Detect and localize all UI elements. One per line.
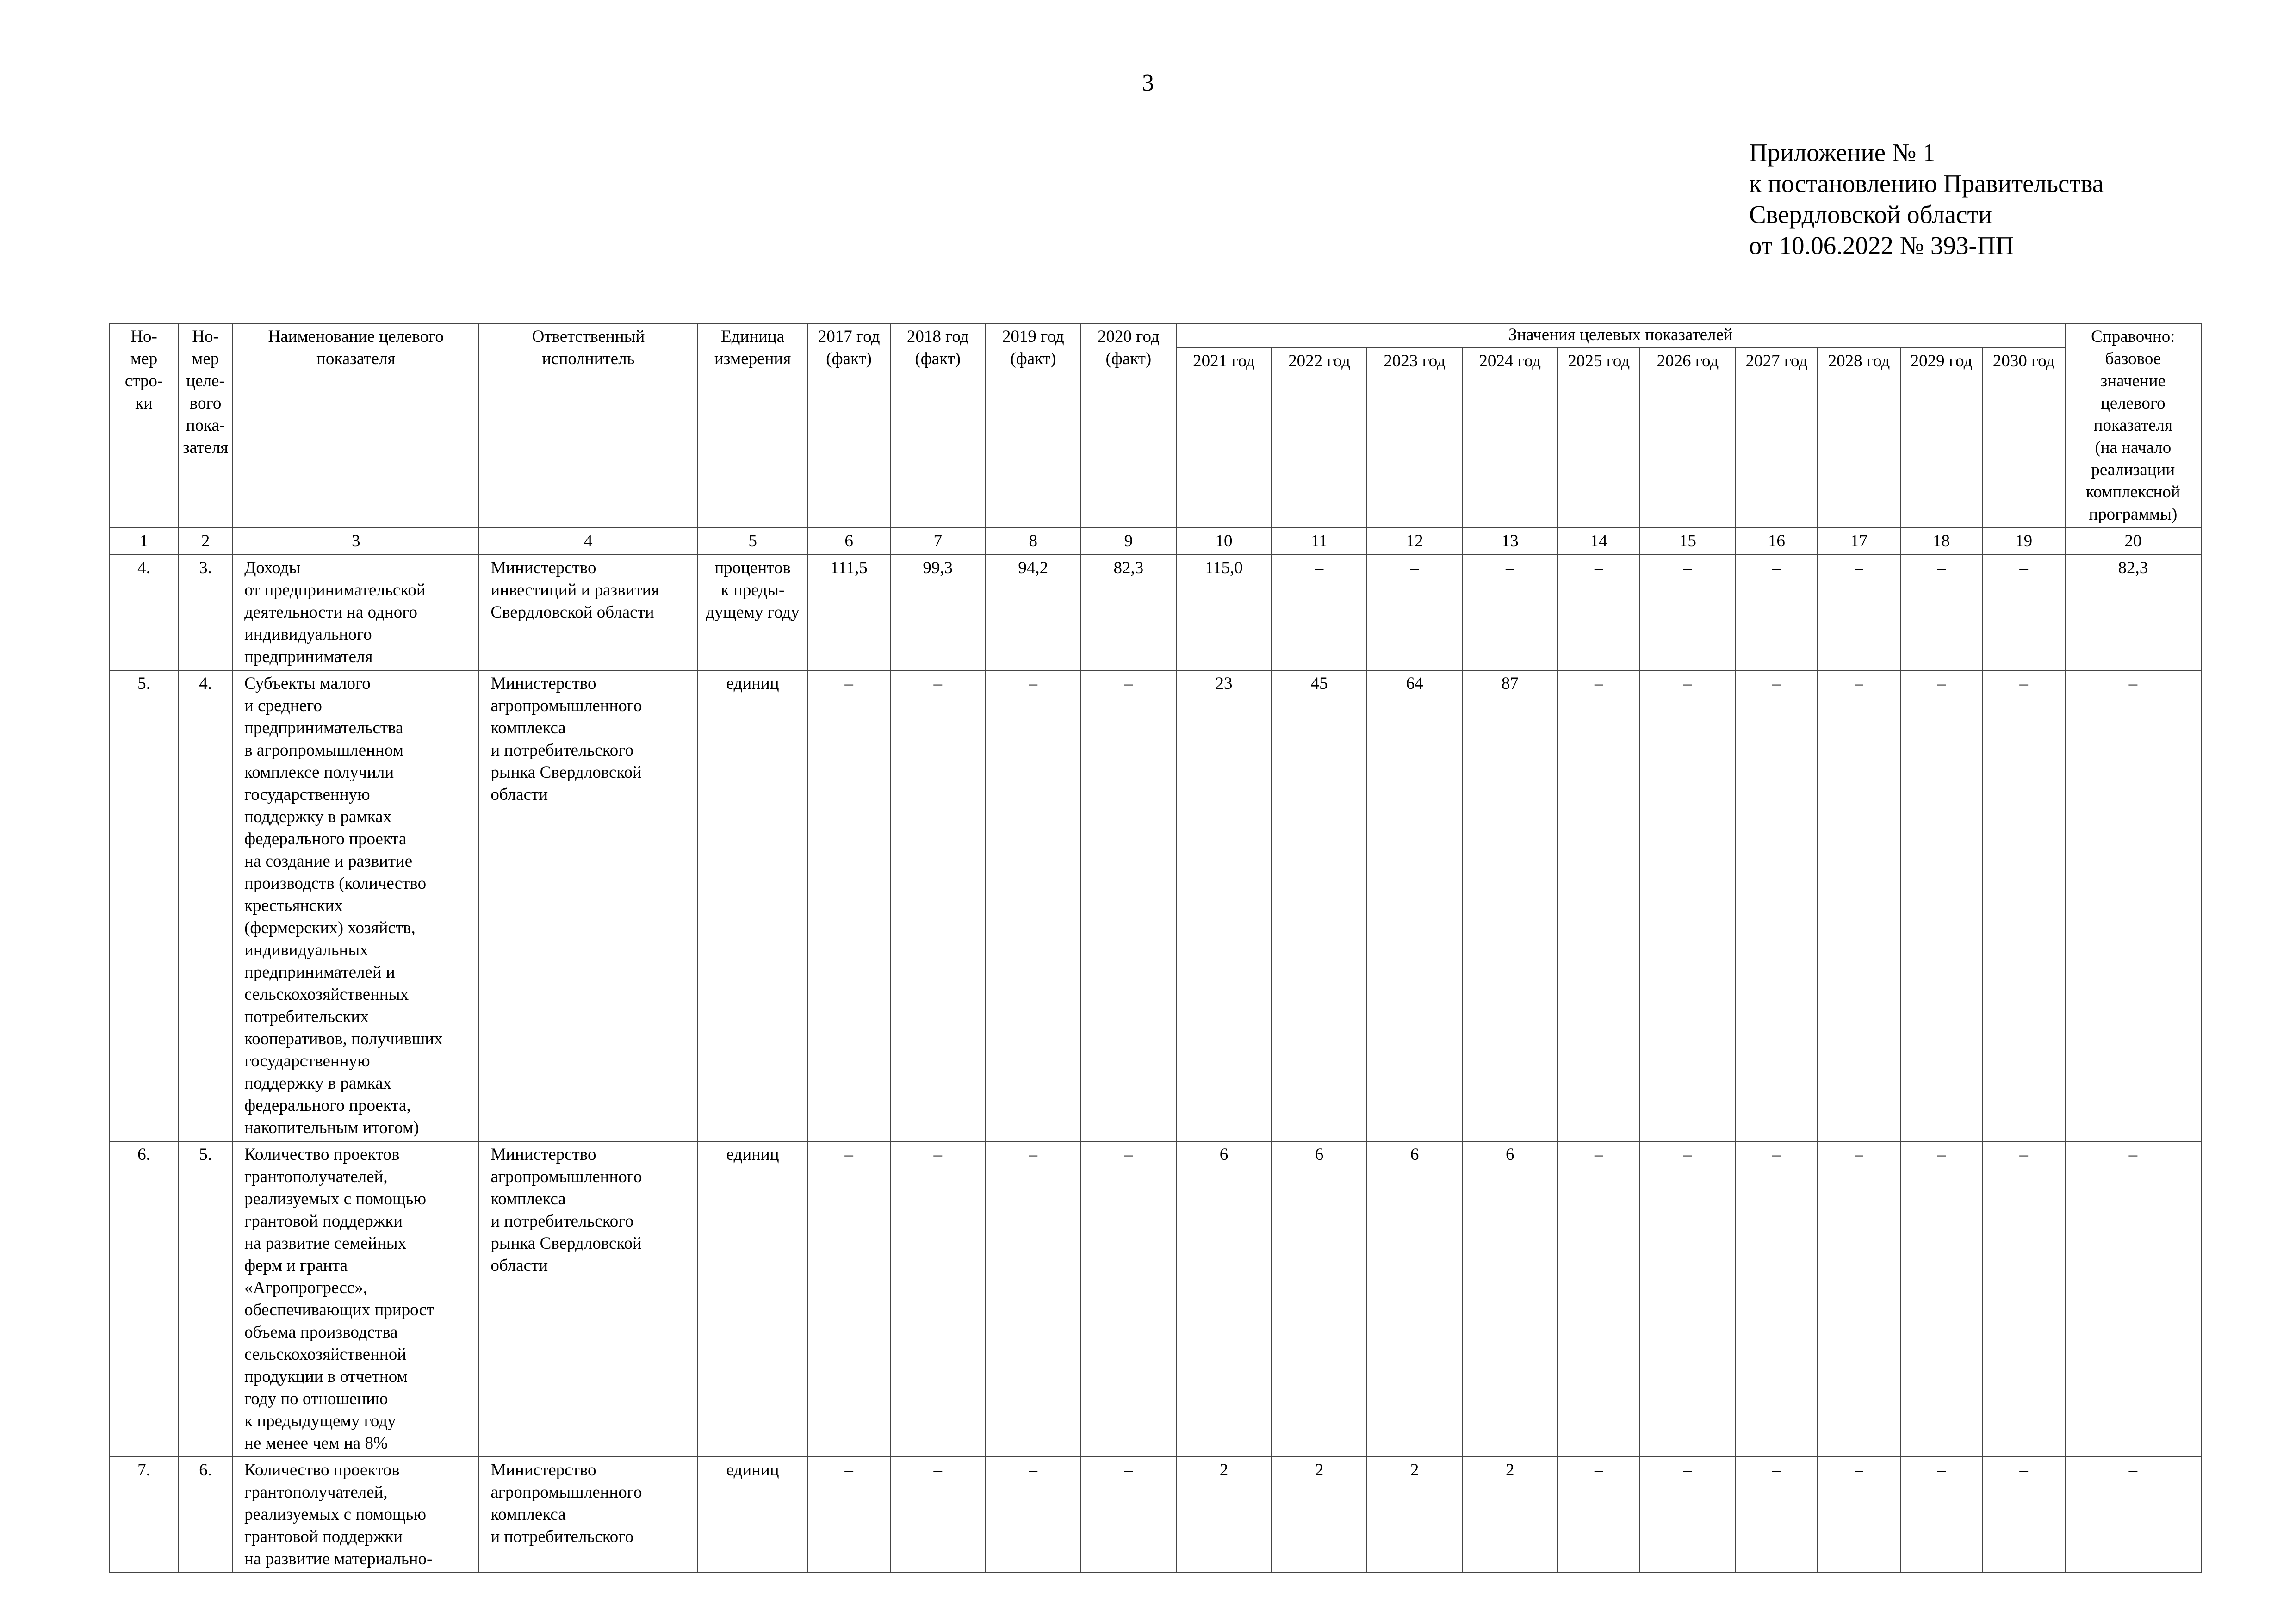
appendix-line: Свердловской области: [1749, 200, 1992, 229]
indicator-number: 5.: [178, 1141, 233, 1457]
table-row: [110, 555, 2201, 670]
target-2025: –: [1558, 1457, 1640, 1573]
target-2021: 23: [1176, 670, 1272, 1141]
unit: единиц: [698, 1457, 808, 1573]
target-2030: –: [1983, 1457, 2065, 1573]
column-number: 6: [808, 528, 890, 555]
fact-2017: –: [808, 670, 890, 1141]
reference-value: –: [2065, 1141, 2201, 1457]
appendix-line: от 10.06.2022 № 393-ПП: [1749, 231, 2014, 260]
indicator-name: Количество проектов грантополучателей, реализуемых с помощью грантовой поддержки на развитие материально-: [233, 1457, 479, 1573]
target-2025: –: [1558, 1141, 1640, 1457]
fact-2017: –: [808, 1141, 890, 1457]
header-year: 2029 год: [1900, 348, 1983, 528]
target-2022: 45: [1272, 670, 1367, 1141]
header-row: [110, 323, 2201, 348]
target-2024: 87: [1462, 670, 1558, 1141]
page-number: 3: [1142, 70, 1154, 96]
fact-2018: 99,3: [890, 555, 986, 670]
target-2030: –: [1983, 555, 2065, 670]
unit: единиц: [698, 1141, 808, 1457]
target-2026: –: [1640, 1141, 1735, 1457]
fact-2017: 111,5: [808, 555, 890, 670]
target-2030: –: [1983, 1141, 2065, 1457]
fact-2017: –: [808, 1457, 890, 1573]
unit: процентов к преды- дущему году: [698, 555, 808, 670]
column-number: 10: [1176, 528, 1272, 555]
fact-2018: –: [890, 1141, 986, 1457]
target-2028: –: [1818, 555, 1900, 670]
target-2021: 6: [1176, 1141, 1272, 1457]
target-2025: –: [1558, 670, 1640, 1141]
unit: единиц: [698, 670, 808, 1141]
indicator-name: Субъекты малого и среднего предпринимательства в агропромышленном комплексе получили государственную поддержку в рамках федерального проекта на создание и развитие производств (количество крестьянских (фермерских) хозяйств, индивидуальных предпринимателей и сельскохозяйственных потребительских кооперативов, получивших государственную поддержку в рамках федерального проекта, накопительным итогом): [233, 670, 479, 1141]
column-number: 1: [110, 528, 178, 555]
header-2017: 2017 год (факт): [808, 323, 890, 528]
reference-value: –: [2065, 1457, 2201, 1573]
header-indicator-number: Но- мер целе- вого пока- зателя: [178, 323, 233, 528]
executor: Министерство агропромышленного комплекса и потребительского рынка Свердловской области: [479, 670, 697, 1141]
target-2026: –: [1640, 555, 1735, 670]
row-number: 6.: [110, 1141, 178, 1457]
target-2030: –: [1983, 670, 2065, 1141]
fact-2020: –: [1081, 670, 1176, 1141]
column-number: 8: [986, 528, 1081, 555]
column-number: 4: [479, 528, 697, 555]
target-2021: 2: [1176, 1457, 1272, 1573]
column-number: 3: [233, 528, 479, 555]
fact-2019: –: [986, 670, 1081, 1141]
column-number: 2: [178, 528, 233, 555]
target-2029: –: [1900, 555, 1983, 670]
target-2022: –: [1272, 555, 1367, 670]
header-year: 2028 год: [1818, 348, 1900, 528]
target-2029: –: [1900, 670, 1983, 1141]
target-2027: –: [1735, 1141, 1818, 1457]
target-2029: –: [1900, 1457, 1983, 1573]
header-year: 2024 год: [1462, 348, 1558, 528]
row-number: 5.: [110, 670, 178, 1141]
target-2022: 2: [1272, 1457, 1367, 1573]
header-2020: 2020 год (факт): [1081, 323, 1176, 528]
target-2027: –: [1735, 1457, 1818, 1573]
fact-2018: –: [890, 670, 986, 1141]
executor: Министерство инвестиций и развития Свердловской области: [479, 555, 697, 670]
column-number: 16: [1735, 528, 1818, 555]
table-row: [110, 670, 2201, 1141]
fact-2020: –: [1081, 1457, 1176, 1573]
indicators-table: [109, 323, 2202, 1573]
target-2026: –: [1640, 1457, 1735, 1573]
fact-2019: 94,2: [986, 555, 1081, 670]
appendix-line: Приложение № 1: [1749, 138, 1936, 167]
fact-2018: –: [890, 1457, 986, 1573]
column-number: 15: [1640, 528, 1735, 555]
target-2023: 6: [1367, 1141, 1462, 1457]
header-year: 2030 год: [1983, 348, 2065, 528]
target-2027: –: [1735, 555, 1818, 670]
target-2024: 2: [1462, 1457, 1558, 1573]
header-target-values: Значения целевых показателей: [1176, 323, 2065, 348]
indicator-name: Количество проектов грантополучателей, реализуемых с помощью грантовой поддержки на развитие семейных ферм и гранта «Агропрогресс», обеспечивающих прирост объема производства сельскохозяйственной продукции в отчетном году по отношению к предыдущему году не менее чем на 8%: [233, 1141, 479, 1457]
header-year: 2027 год: [1735, 348, 1818, 528]
target-2028: –: [1818, 1141, 1900, 1457]
table-row: [110, 1457, 2201, 1573]
target-2023: 2: [1367, 1457, 1462, 1573]
header-2019: 2019 год (факт): [986, 323, 1081, 528]
header-indicator-name: Наименование целевого показателя: [233, 323, 479, 528]
row-number: 7.: [110, 1457, 178, 1573]
column-number: 5: [698, 528, 808, 555]
column-number: 9: [1081, 528, 1176, 555]
target-2023: 64: [1367, 670, 1462, 1141]
fact-2020: –: [1081, 1141, 1176, 1457]
fact-2019: –: [986, 1457, 1081, 1573]
reference-value: 82,3: [2065, 555, 2201, 670]
column-number: 17: [1818, 528, 1900, 555]
reference-value: –: [2065, 670, 2201, 1141]
target-2025: –: [1558, 555, 1640, 670]
indicator-name: Доходы от предпринимательской деятельности на одного индивидуального предпринимателя: [233, 555, 479, 670]
header-year: 2023 год: [1367, 348, 1462, 528]
target-2024: –: [1462, 555, 1558, 670]
indicator-number: 6.: [178, 1457, 233, 1573]
table-row: [110, 1141, 2201, 1457]
header-year: 2026 год: [1640, 348, 1735, 528]
target-2028: –: [1818, 670, 1900, 1141]
header-year: 2021 год: [1176, 348, 1272, 528]
target-2029: –: [1900, 1141, 1983, 1457]
appendix-header: [1749, 137, 2104, 261]
fact-2019: –: [986, 1141, 1081, 1457]
column-number: 7: [890, 528, 986, 555]
header-row-number: Но- мер стро- ки: [110, 323, 178, 528]
row-number: 4.: [110, 555, 178, 670]
target-2021: 115,0: [1176, 555, 1272, 670]
column-number: 14: [1558, 528, 1640, 555]
indicator-number: 4.: [178, 670, 233, 1141]
indicator-number: 3.: [178, 555, 233, 670]
target-2023: –: [1367, 555, 1462, 670]
target-2026: –: [1640, 670, 1735, 1141]
header-executor: Ответственный исполнитель: [479, 323, 697, 528]
header-year: 2022 год: [1272, 348, 1367, 528]
header-unit: Единица измерения: [698, 323, 808, 528]
column-number: 13: [1462, 528, 1558, 555]
column-numbers-row: [110, 528, 2201, 555]
column-number: 19: [1983, 528, 2065, 555]
target-2027: –: [1735, 670, 1818, 1141]
executor: Министерство агропромышленного комплекса и потребительского рынка Свердловской области: [479, 1141, 697, 1457]
target-2024: 6: [1462, 1141, 1558, 1457]
target-2028: –: [1818, 1457, 1900, 1573]
executor: Министерство агропромышленного комплекса и потребительского: [479, 1457, 697, 1573]
column-number: 20: [2065, 528, 2201, 555]
fact-2020: 82,3: [1081, 555, 1176, 670]
column-number: 18: [1900, 528, 1983, 555]
target-2022: 6: [1272, 1141, 1367, 1457]
header-year: 2025 год: [1558, 348, 1640, 528]
header-2018: 2018 год (факт): [890, 323, 986, 528]
column-number: 12: [1367, 528, 1462, 555]
column-number: 11: [1272, 528, 1367, 555]
header-reference: Справочно: базовое значение целевого показателя (на начало реализации комплексной программы): [2065, 323, 2201, 528]
appendix-line: к постановлению Правительства: [1749, 169, 2104, 198]
